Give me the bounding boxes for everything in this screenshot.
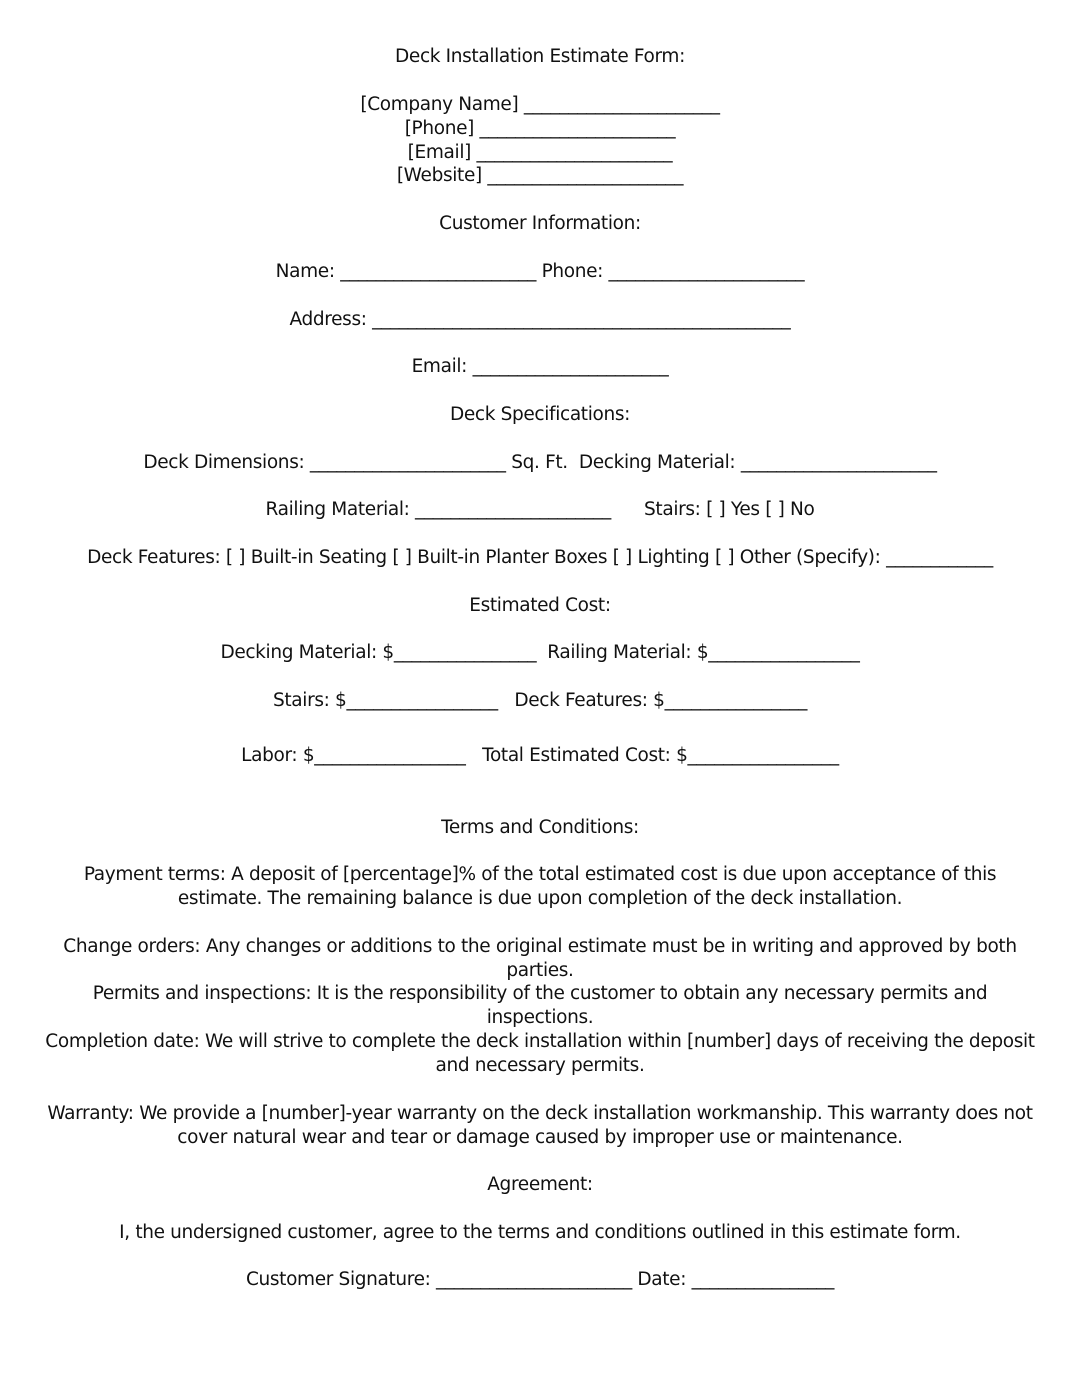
form-title: Deck Installation Estimate Form:	[395, 46, 685, 67]
customer-address-field: Address: _______________________________________________	[289, 309, 791, 330]
labor-total-cost-fields: Labor: $_________________ Total Estimated Cost: $_________________	[241, 745, 839, 766]
agreement-heading: Agreement:	[487, 1174, 593, 1195]
stairs-features-cost-fields: Stairs: $_________________ Deck Features: $________________	[273, 690, 807, 711]
company-email-field: [Email] ______________________	[407, 142, 673, 163]
signature-date-fields: Customer Signature: ______________________ Date: ________________	[245, 1269, 835, 1290]
change-orders-paragraph: Change orders: Any changes or additions to the original estimate must be in writing and approved by both parties.	[63, 936, 1017, 981]
company-name-field: [Company Name] ______________________	[360, 94, 720, 115]
railing-stairs-fields: Railing Material: ______________________ Stairs: [ ] Yes [ ] No	[265, 499, 815, 520]
customer-email-field: Email: ______________________	[411, 356, 669, 377]
payment-terms-paragraph: Payment terms: A deposit of [percentage]% of the total estimated cost is due upon acceptance of this estimate. The remaining balance is due upon completion of the deck installation.	[83, 864, 997, 909]
estimated-cost-heading: Estimated Cost:	[469, 595, 611, 616]
company-phone-field: [Phone] ______________________	[404, 118, 676, 139]
company-website-field: [Website] ______________________	[396, 165, 684, 186]
terms-heading: Terms and Conditions:	[441, 817, 639, 838]
permits-paragraph: Permits and inspections: It is the responsibility of the customer to obtain any necessary permits and inspections.	[92, 983, 988, 1028]
decking-railing-cost-fields: Decking Material: $________________ Railing Material: $_________________	[220, 642, 860, 663]
completion-date-paragraph: Completion date: We will strive to complete the deck installation within [number] days of receiving the deposit and necessary permits.	[45, 1031, 1035, 1076]
agreement-statement: I, the undersigned customer, agree to the terms and conditions outlined in this estimate form.	[119, 1222, 961, 1243]
deck-specs-heading: Deck Specifications:	[449, 404, 631, 425]
customer-name-phone-fields: Name: ______________________ Phone: ______________________	[275, 261, 805, 282]
deck-features-options: Deck Features: [ ] Built-in Seating [ ] Built-in Planter Boxes [ ] Lighting [ ] Other (Specify): ____________	[87, 547, 993, 568]
customer-info-heading: Customer Information:	[439, 213, 641, 234]
deck-dimensions-material-fields: Deck Dimensions: ______________________ Sq. Ft. Decking Material: ______________________	[143, 452, 937, 473]
warranty-paragraph: Warranty: We provide a [number]-year warranty on the deck installation workmanship. This warranty does not cover natural wear and tear or damage caused by improper use or maintenance.	[47, 1103, 1033, 1148]
